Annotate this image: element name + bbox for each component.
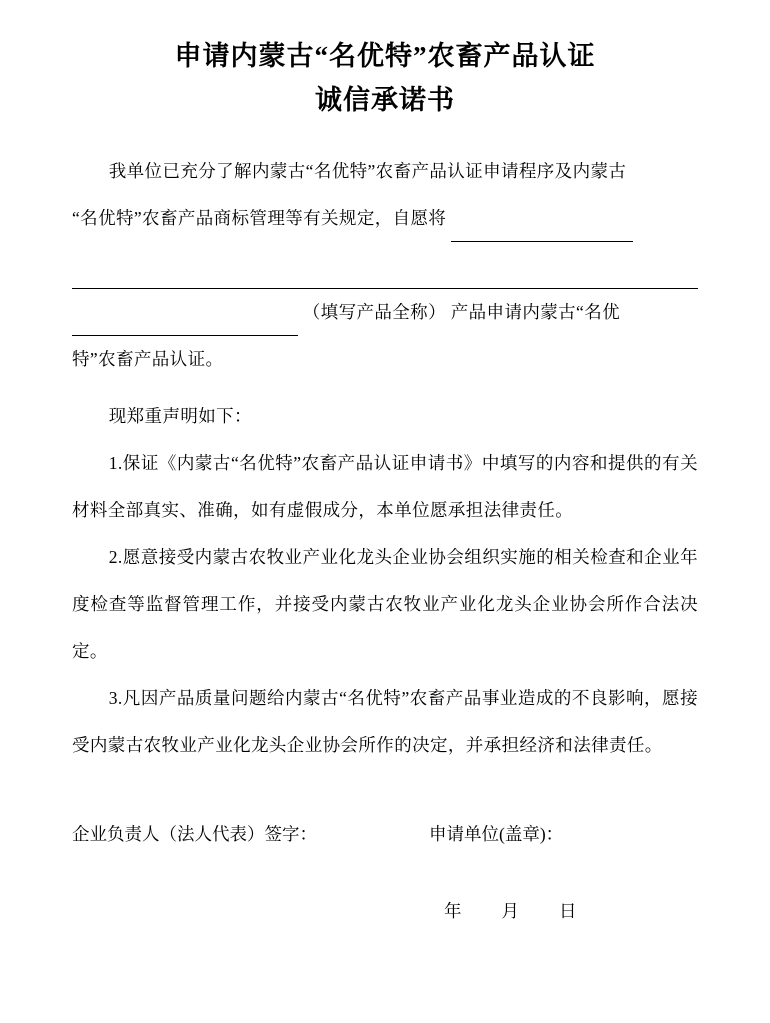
paragraph-intro-line-1 (72, 148, 698, 195)
statement-intro: 现郑重声明如下： (108, 406, 252, 426)
paragraph-intro-text-1: 我单位已充分了解内蒙古“名优特”农畜产品认证申请程序及内蒙古 (108, 161, 627, 181)
date-month-label[interactable]: 月 (501, 901, 519, 921)
date-year-label[interactable]: 年 (444, 901, 462, 921)
date-day-label[interactable]: 日 (559, 901, 577, 921)
page-title (72, 34, 698, 122)
signature-label[interactable]: 企业负责人（法人代表）签字： (72, 824, 317, 844)
statement-item-1: 1.保证《内蒙古“名优特”农畜产品认证申请书》中填写的内容和提供的有关材料全部真实、准确，如有虚假成分，本单位愿承担法律责任。 (72, 453, 698, 520)
product-name-blank-2-row (72, 242, 698, 289)
document-body (72, 148, 698, 923)
paragraph-intro-text-4: 特”农畜产品认证。 (72, 349, 224, 369)
product-name-blank-3[interactable] (72, 317, 298, 336)
paragraph-intro-line-3 (72, 289, 698, 336)
paragraph-intro-line-4 (72, 336, 698, 383)
paragraph-intro-text-2: “名优特”农畜产品商标管理等有关规定，自愿将 (72, 208, 447, 228)
applicant-seal-label[interactable]: 申请单位(盖章)： (429, 824, 564, 844)
statement-item-3: 3.凡因产品质量问题给内蒙古“名优特”农畜产品事业造成的不良影响，愿接受内蒙古农牧业产业化龙头企业协会所作的决定，并承担经济和法律责任。 (72, 688, 698, 755)
title-line-1: 申请内蒙古“名优特”农畜产品认证 (174, 41, 596, 71)
date-row (72, 898, 698, 923)
date-gap-1 (462, 898, 502, 923)
signature-row (72, 821, 698, 846)
product-name-blank-2[interactable] (72, 270, 698, 289)
product-name-blank-1[interactable] (451, 223, 633, 242)
spacer-1 (72, 383, 698, 393)
paragraph-intro-line-2 (72, 195, 698, 242)
title-line-2: 诚信承诺书 (315, 85, 455, 115)
date-gap-2 (519, 898, 559, 923)
statement-item-2: 2.愿意接受内蒙古农牧业产业化龙头企业协会组织实施的相关检查和企业年度检查等监督管理工作，并接受内蒙古农牧业产业化龙头企业协会所作合法决定。 (72, 547, 698, 661)
paragraph-intro-text-3: （填写产品全称） 产品申请内蒙古“名优 (302, 302, 621, 322)
